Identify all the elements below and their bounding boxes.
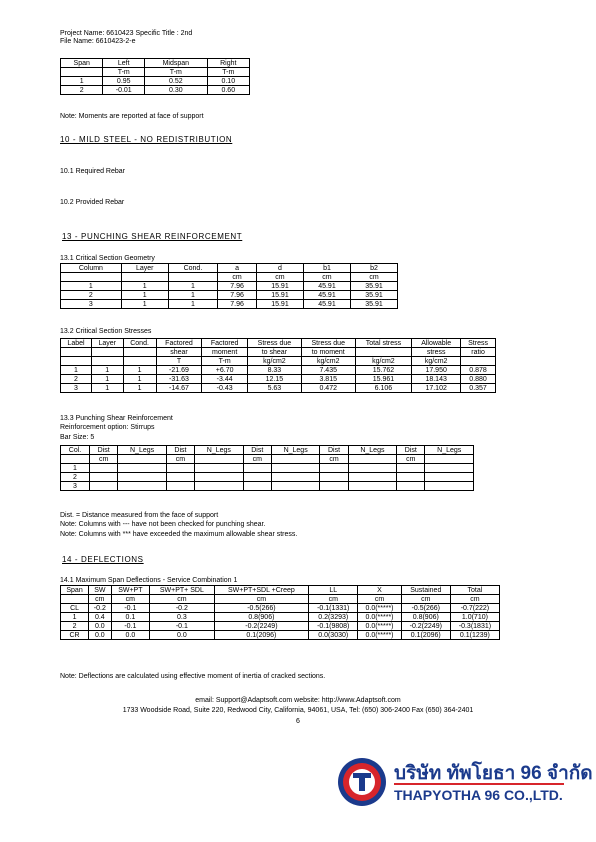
header-row [61, 586, 500, 595]
table-cell [320, 482, 348, 491]
table-cell: -14.67 [156, 384, 202, 393]
header-cell: Left [103, 59, 145, 68]
table-row [61, 613, 500, 622]
table-row [61, 375, 496, 384]
logo-emblem-icon [336, 756, 388, 808]
header-cell: T [156, 357, 202, 366]
header-cell: N_Legs [271, 446, 319, 455]
header-cell: Sustained [401, 586, 450, 595]
table-cell: 7.435 [301, 366, 355, 375]
table-cell [348, 482, 396, 491]
table-cell: 1 [61, 613, 89, 622]
table-cell: 0.0(*****) [358, 631, 401, 640]
header-cell [61, 273, 122, 282]
header-cell: Dist [90, 446, 118, 455]
header-row [61, 339, 496, 348]
table-cell [348, 473, 396, 482]
logo-divider [394, 783, 564, 785]
header-cell [123, 357, 156, 366]
table-cell [320, 464, 348, 473]
header-cell: d [256, 264, 303, 273]
header-cell [61, 357, 92, 366]
table-cell: 0.1(2096) [401, 631, 450, 640]
deflection-title: 14.1 Maximum Span Deflections - Service Combination 1 [60, 577, 238, 584]
table-cell: 0.0 [89, 631, 111, 640]
table-cell: 1 [123, 384, 156, 393]
header-cell: T-m [103, 68, 145, 77]
header-row [61, 68, 250, 77]
header-cell: cm [358, 595, 401, 604]
table-cell: 0.4 [89, 613, 111, 622]
table-cell: 1 [121, 282, 168, 291]
header-cell: Total [450, 586, 499, 595]
provided-rebar-heading: 10.2 Provided Rebar [60, 199, 125, 206]
header-cell: Span [61, 59, 103, 68]
punch-note-3: Note: Columns with *** have exceeded the maximum allowable shear stress. [60, 531, 298, 538]
header-cell: T-m [145, 68, 208, 77]
footer-contact: email: Support@Adaptsoft.com website: http://www.Adaptsoft.com [195, 697, 401, 704]
table-cell: -0.2 [89, 604, 111, 613]
table-cell: -0.2(2249) [214, 622, 309, 631]
header-cell: SW+PT+SDL +Creep [214, 586, 309, 595]
reinforcement-option: Reinforcement option: Stirrups [60, 424, 155, 431]
table-cell: 12.15 [247, 375, 301, 384]
company-logo [336, 756, 593, 808]
header-row [61, 59, 250, 68]
header-cell: a [218, 264, 257, 273]
table-cell [243, 482, 271, 491]
table-cell: -21.69 [156, 366, 202, 375]
table-cell [195, 464, 243, 473]
header-cell: cm [111, 595, 150, 604]
table-cell: 3 [61, 384, 92, 393]
table-cell: 1 [168, 300, 217, 309]
header-cell: cm [397, 455, 425, 464]
table-cell [195, 473, 243, 482]
table-cell: 0.2(3293) [309, 613, 358, 622]
header-cell: Col. [61, 446, 90, 455]
table-cell [118, 473, 166, 482]
header-cell: cm [309, 595, 358, 604]
table-cell: 1.0(710) [450, 613, 499, 622]
header-row [61, 348, 496, 357]
table-cell: 1 [123, 375, 156, 384]
header-cell: kg/cm2 [355, 357, 412, 366]
table-cell: 1 [91, 366, 123, 375]
header-cell: Right [207, 59, 249, 68]
table-row [61, 473, 474, 482]
table-cell: -3.44 [202, 375, 248, 384]
header-cell: cm [350, 273, 397, 282]
table-cell: 45.91 [303, 282, 350, 291]
table-cell: 15.762 [355, 366, 412, 375]
table-cell: -0.2 [150, 604, 214, 613]
table-cell [425, 482, 474, 491]
table-cell: 1 [91, 375, 123, 384]
project-name-line: Project Name: 6610423 Specific Title : 2nd [60, 30, 193, 37]
table-cell: 17.102 [412, 384, 461, 393]
table-cell: 0.878 [461, 366, 496, 375]
table-cell: 0.0(*****) [358, 622, 401, 631]
table-cell: CR [61, 631, 89, 640]
table-cell: 0.1 [111, 613, 150, 622]
table-row [61, 482, 474, 491]
header-cell: N_Legs [195, 446, 243, 455]
required-rebar-heading: 10.1 Required Rebar [60, 168, 125, 175]
table-cell: 0.3 [150, 613, 214, 622]
table-cell: 0.0 [89, 622, 111, 631]
table-cell: -0.5(266) [214, 604, 309, 613]
logo-english-name: THAPYOTHA 96 CO.,LTD. [394, 787, 563, 803]
table-cell: -0.1 [150, 622, 214, 631]
table-cell [195, 482, 243, 491]
table-row [61, 282, 398, 291]
table-cell: 0.60 [207, 86, 249, 95]
table-cell: 17.950 [412, 366, 461, 375]
header-cell: Midspan [145, 59, 208, 68]
header-cell: cm [401, 595, 450, 604]
header-cell: cm [214, 595, 309, 604]
geometry-title: 13.1 Critical Section Geometry [60, 255, 155, 262]
table-row [61, 86, 250, 95]
table-cell: 45.91 [303, 291, 350, 300]
table-cell: 2 [61, 86, 103, 95]
table-cell [397, 473, 425, 482]
header-cell: Cond. [123, 339, 156, 348]
header-cell: Total stress [355, 339, 412, 348]
table-cell [90, 473, 118, 482]
table-cell: 15.961 [355, 375, 412, 384]
table-cell: 0.880 [461, 375, 496, 384]
header-cell: cm [256, 273, 303, 282]
header-cell: X [358, 586, 401, 595]
table-cell: 3 [61, 482, 90, 491]
table-cell: 1 [121, 291, 168, 300]
table-cell: 0.1(1239) [450, 631, 499, 640]
table-cell: -0.7(222) [450, 604, 499, 613]
table-cell: -0.43 [202, 384, 248, 393]
stresses-table [60, 338, 496, 393]
header-cell: Column [61, 264, 122, 273]
header-cell: Layer [91, 339, 123, 348]
table-cell: 1 [168, 282, 217, 291]
table-cell: 1 [123, 366, 156, 375]
moments-note: Note: Moments are reported at face of support [60, 113, 204, 120]
table-cell [90, 482, 118, 491]
table-cell [243, 473, 271, 482]
table-cell: CL [61, 604, 89, 613]
header-cell: SW [89, 586, 111, 595]
header-cell: Span [61, 586, 89, 595]
table-cell: 0.0 [111, 631, 150, 640]
table-cell: 2 [61, 622, 89, 631]
table-cell: 1 [61, 464, 90, 473]
header-cell: Stress due [247, 339, 301, 348]
header-row [61, 273, 398, 282]
header-cell: T-m [202, 357, 248, 366]
header-cell: cm [150, 595, 214, 604]
header-cell: cm [166, 455, 194, 464]
punching-table [60, 445, 474, 491]
geometry-table [60, 263, 398, 309]
table-cell [90, 464, 118, 473]
table-row [61, 384, 496, 393]
table-row [61, 604, 500, 613]
table-cell [118, 482, 166, 491]
table-cell [348, 464, 396, 473]
header-cell: LL [309, 586, 358, 595]
table-cell: 0.30 [145, 86, 208, 95]
table-cell: -0.2(2249) [401, 622, 450, 631]
header-cell: kg/cm2 [247, 357, 301, 366]
table-cell: 45.91 [303, 300, 350, 309]
table-cell: -0.1 [111, 604, 150, 613]
header-cell [168, 273, 217, 282]
table-cell: 1 [91, 384, 123, 393]
header-cell: SW+PT+ SDL [150, 586, 214, 595]
header-cell: kg/cm2 [412, 357, 461, 366]
header-cell: cm [90, 455, 118, 464]
deflection-table [60, 585, 500, 640]
table-cell [271, 464, 319, 473]
table-cell: 0.8(906) [214, 613, 309, 622]
table-cell: 2 [61, 473, 90, 482]
header-cell: N_Legs [348, 446, 396, 455]
stresses-title: 13.2 Critical Section Stresses [60, 328, 152, 335]
header-cell [61, 68, 103, 77]
table-cell [271, 473, 319, 482]
section-14-title: 14 - DEFLECTIONS [62, 555, 144, 564]
header-cell: T-m [207, 68, 249, 77]
header-cell: Label [61, 339, 92, 348]
table-cell [166, 482, 194, 491]
section-13-title: 13 - PUNCHING SHEAR REINFORCEMENT [62, 232, 243, 241]
table-cell: 1 [168, 291, 217, 300]
header-cell [271, 455, 319, 464]
header-row [61, 357, 496, 366]
table-cell: 0.1(2096) [214, 631, 309, 640]
header-cell [118, 455, 166, 464]
table-cell [320, 473, 348, 482]
header-cell: cm [303, 273, 350, 282]
table-row [61, 77, 250, 86]
table-row [61, 366, 496, 375]
header-cell: cm [320, 455, 348, 464]
header-cell [425, 455, 474, 464]
table-cell: 15.91 [256, 300, 303, 309]
header-cell: kg/cm2 [301, 357, 355, 366]
header-cell: Dist [243, 446, 271, 455]
header-cell [461, 357, 496, 366]
header-cell: Allowable [412, 339, 461, 348]
header-cell: to moment [301, 348, 355, 357]
header-cell: Dist [397, 446, 425, 455]
header-cell: b2 [350, 264, 397, 273]
header-cell: Dist [320, 446, 348, 455]
header-cell: N_Legs [118, 446, 166, 455]
table-cell: -0.1(9808) [309, 622, 358, 631]
header-cell [61, 348, 92, 357]
header-cell: cm [89, 595, 111, 604]
table-cell: 1 [121, 300, 168, 309]
table-cell: 7.96 [218, 291, 257, 300]
header-cell: shear [156, 348, 202, 357]
table-cell [425, 464, 474, 473]
table-cell [271, 482, 319, 491]
header-cell: cm [218, 273, 257, 282]
table-cell [166, 473, 194, 482]
header-row [61, 264, 398, 273]
header-cell [91, 348, 123, 357]
table-cell [243, 464, 271, 473]
table-cell: 7.96 [218, 282, 257, 291]
file-name-line: File Name: 6610423-2-e [60, 38, 136, 45]
table-cell: 0.0(*****) [358, 604, 401, 613]
header-cell: to shear [247, 348, 301, 357]
header-cell: stress [412, 348, 461, 357]
table-row [61, 631, 500, 640]
header-cell: cm [450, 595, 499, 604]
table-cell: -0.5(266) [401, 604, 450, 613]
page-number: 6 [296, 718, 300, 725]
table-cell: -0.01 [103, 86, 145, 95]
table-row [61, 300, 398, 309]
punch-note-2: Note: Columns with --- have not been checked for punching shear. [60, 521, 266, 528]
table-cell: -0.3(1831) [450, 622, 499, 631]
header-cell: Dist [166, 446, 194, 455]
header-cell [195, 455, 243, 464]
header-cell: ratio [461, 348, 496, 357]
table-cell [118, 464, 166, 473]
table-cell: 0.472 [301, 384, 355, 393]
table-cell: 3 [61, 300, 122, 309]
table-cell: 35.91 [350, 291, 397, 300]
moments-table [60, 58, 250, 95]
table-cell: 2 [61, 375, 92, 384]
table-row [61, 622, 500, 631]
table-row [61, 291, 398, 300]
table-cell: 1 [61, 282, 122, 291]
header-row [61, 446, 474, 455]
header-cell [123, 348, 156, 357]
header-cell: Layer [121, 264, 168, 273]
bar-size: Bar Size: 5 [60, 434, 95, 441]
table-cell: 8.33 [247, 366, 301, 375]
table-cell: 7.96 [218, 300, 257, 309]
table-cell: 1 [61, 366, 92, 375]
table-cell [397, 482, 425, 491]
table-cell: 3.815 [301, 375, 355, 384]
table-cell: 0.357 [461, 384, 496, 393]
deflection-note: Note: Deflections are calculated using effective moment of inertia of cracked sections. [60, 673, 326, 680]
section-10-title: 10 - MILD STEEL - NO REDISTRIBUTION [60, 135, 233, 144]
header-cell: N_Legs [425, 446, 474, 455]
logo-thai-name: บริษัท ทัพโยธา 96 จำกัด [394, 763, 593, 784]
table-cell: -0.1(1331) [309, 604, 358, 613]
table-cell [397, 464, 425, 473]
table-cell: 15.91 [256, 291, 303, 300]
table-cell: 35.91 [350, 282, 397, 291]
table-cell [425, 473, 474, 482]
header-cell: b1 [303, 264, 350, 273]
punch-note-1: Dist. = Distance measured from the face of support [60, 512, 219, 519]
table-cell: 6.106 [355, 384, 412, 393]
header-cell: Stress [461, 339, 496, 348]
header-cell: SW+PT [111, 586, 150, 595]
header-cell: Factored [202, 339, 248, 348]
table-cell: 0.0 [150, 631, 214, 640]
header-cell [61, 455, 90, 464]
header-cell: moment [202, 348, 248, 357]
header-cell [348, 455, 396, 464]
table-cell: -0.1 [111, 622, 150, 631]
table-cell: 0.52 [145, 77, 208, 86]
table-cell: 35.91 [350, 300, 397, 309]
header-cell [121, 273, 168, 282]
table-cell: +6.70 [202, 366, 248, 375]
header-cell: Stress due [301, 339, 355, 348]
table-cell: -31.63 [156, 375, 202, 384]
table-cell: 0.0(*****) [358, 613, 401, 622]
header-cell [61, 595, 89, 604]
header-cell [355, 348, 412, 357]
table-cell: 2 [61, 291, 122, 300]
table-cell: 18.143 [412, 375, 461, 384]
header-cell: cm [243, 455, 271, 464]
table-cell: 0.8(906) [401, 613, 450, 622]
table-cell [166, 464, 194, 473]
table-cell: 0.95 [103, 77, 145, 86]
table-cell: 0.10 [207, 77, 249, 86]
table-cell: 0.0(3030) [309, 631, 358, 640]
punching-title: 13.3 Punching Shear Reinforcement [60, 415, 173, 422]
header-row [61, 595, 500, 604]
footer-address: 1733 Woodside Road, Suite 220, Redwood City, California, 94061, USA, Tel: (650) 306-2400 Fax (650) 364-2401 [122, 707, 474, 714]
header-row [61, 455, 474, 464]
table-cell: 1 [61, 77, 103, 86]
table-row [61, 464, 474, 473]
header-cell: Cond. [168, 264, 217, 273]
header-cell [91, 357, 123, 366]
header-cell: Factored [156, 339, 202, 348]
table-cell: 15.91 [256, 282, 303, 291]
table-cell: 5.63 [247, 384, 301, 393]
